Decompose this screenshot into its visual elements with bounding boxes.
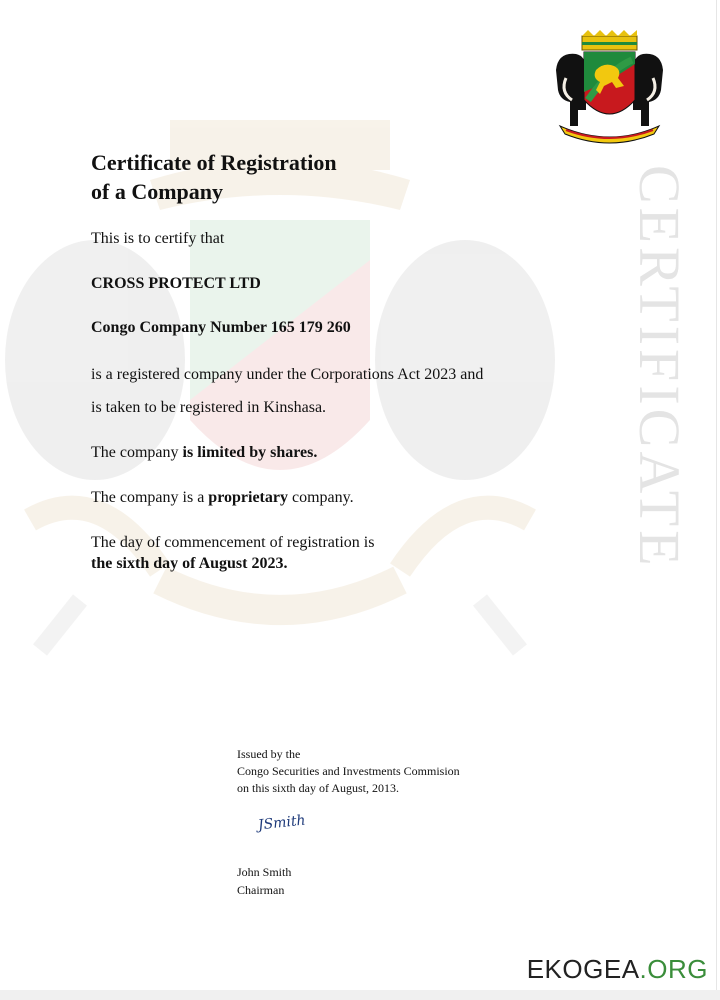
coat-of-arms-emblem	[552, 30, 667, 140]
bottom-strip	[0, 990, 720, 1000]
handwritten-signature: JSmith	[257, 812, 307, 834]
title-line-2: of a Company	[91, 179, 224, 204]
proprietary-prefix: The company is a	[91, 489, 209, 506]
commencement-line: The day of commencement of registration is	[91, 534, 375, 551]
signer-name: John Smith	[237, 865, 292, 879]
commencement-date: the sixth day of August 2023.	[91, 555, 288, 572]
company-name: CROSS PROTECT LTD	[91, 275, 261, 292]
signer-title: Chairman	[237, 883, 285, 897]
site-name: EKOGEA	[526, 954, 640, 984]
registered-line-1: is a registered company under the Corporations Act 2023 and	[91, 366, 484, 383]
signer-block	[237, 863, 291, 899]
site-tld: .ORG	[639, 954, 708, 984]
proprietary-line	[91, 489, 354, 507]
proprietary-bold: proprietary	[208, 489, 288, 506]
svg-text:CERTIFICATE: CERTIFICATE	[627, 165, 692, 570]
registered-line-2: is taken to be registered in Kinshasa.	[91, 399, 327, 416]
intro-text: This is to certify that	[91, 230, 225, 247]
limited-prefix: The company	[91, 444, 183, 461]
issuer-line-1: Issued by the	[237, 747, 301, 761]
issuer-line-3: on this sixth day of August, 2013.	[237, 781, 400, 795]
site-watermark-logo	[527, 954, 708, 985]
title-line-1: Certificate of Registration	[91, 150, 337, 175]
certificate-title	[91, 148, 451, 206]
vertical-certificate-watermark	[565, 160, 692, 570]
issuer-block	[237, 746, 460, 797]
proprietary-suffix: company.	[287, 489, 354, 506]
company-number: Congo Company Number 165 179 260	[91, 319, 351, 336]
limited-bold: is limited by shares.	[182, 444, 318, 461]
issuer-line-2: Congo Securities and Investments Commision	[237, 764, 460, 778]
limited-by-shares-line	[91, 444, 317, 462]
